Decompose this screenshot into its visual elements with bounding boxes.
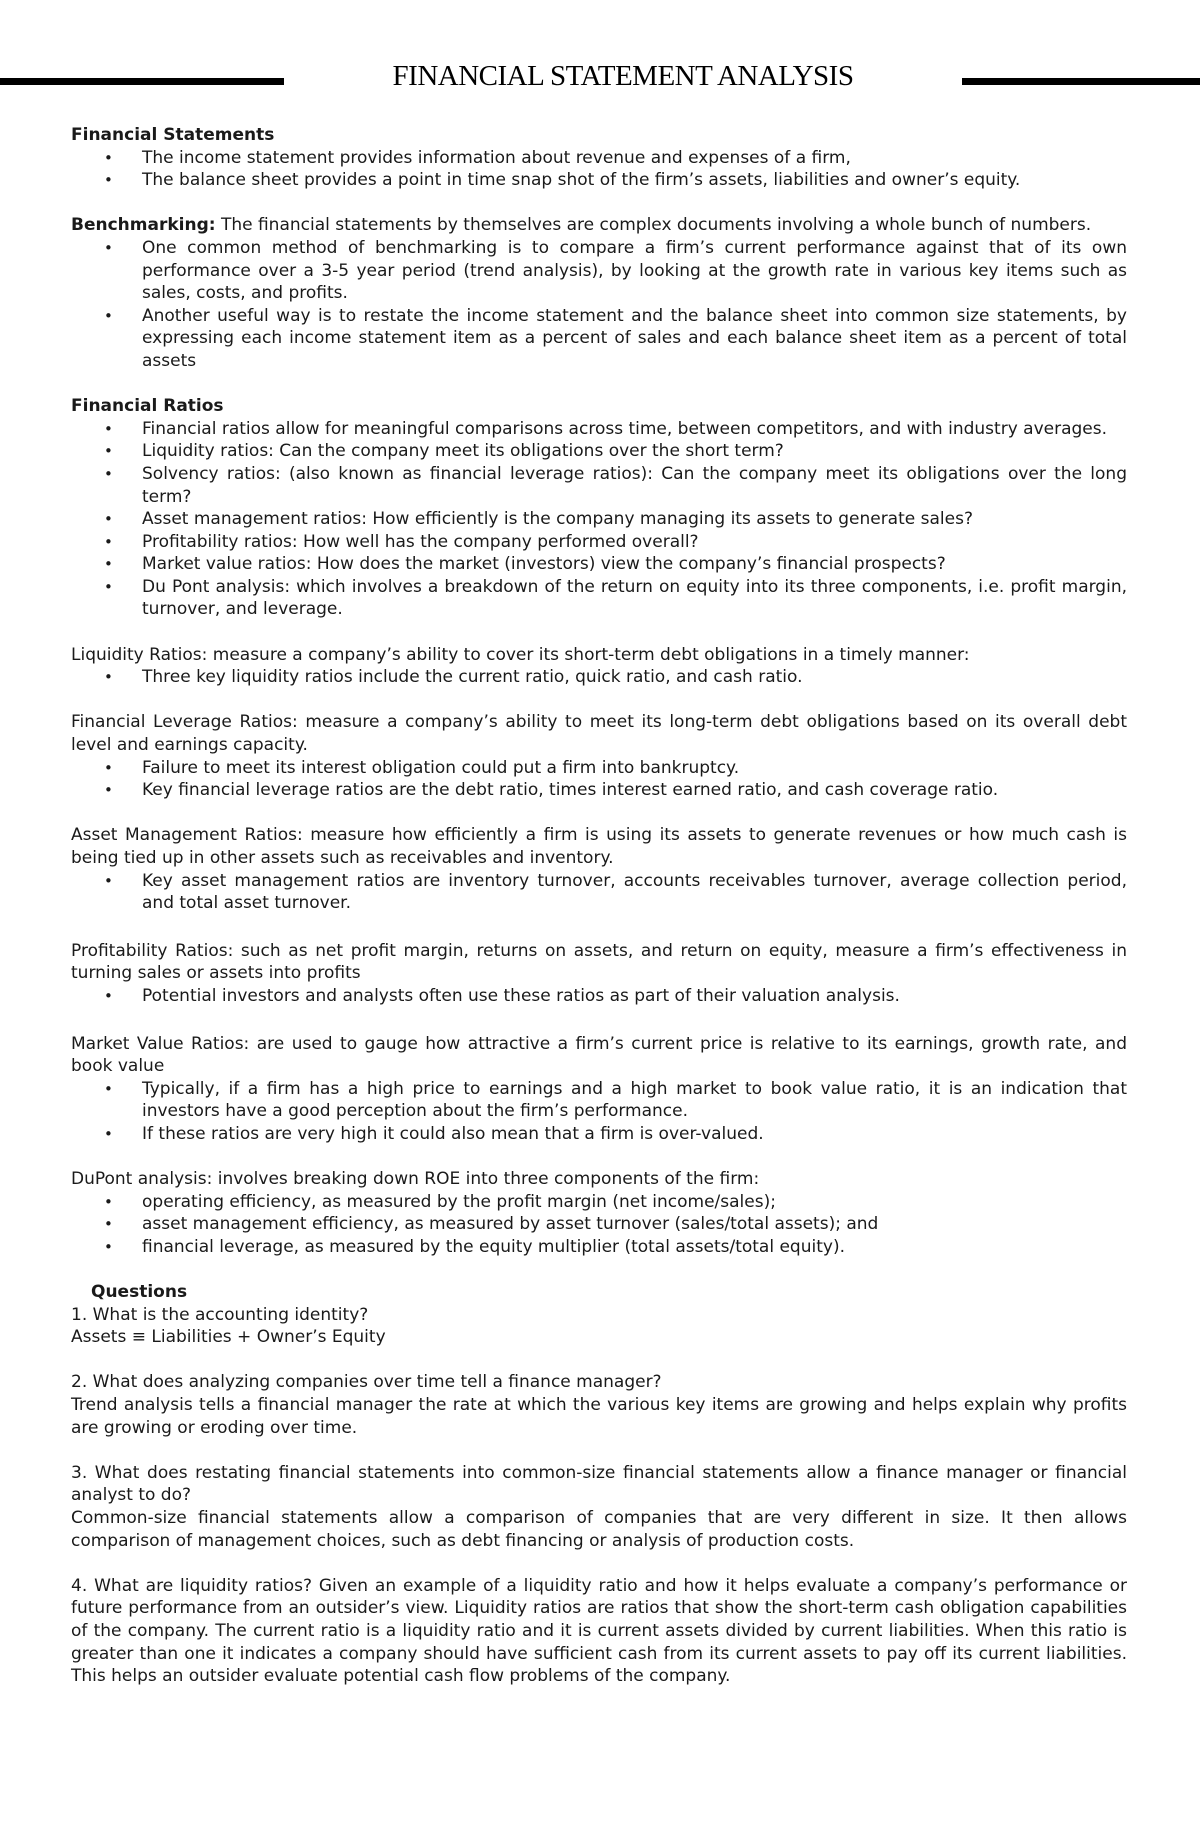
bullet-icon: •	[104, 510, 113, 529]
section-heading-benchmarking: Benchmarking:	[71, 215, 216, 236]
bullet-icon: •	[104, 419, 113, 438]
title-rule-left	[0, 78, 284, 85]
dupont-list	[71, 1191, 1127, 1259]
bullet-icon: •	[104, 238, 113, 257]
questions-heading: Questions	[91, 1282, 188, 1303]
bullet-icon: •	[104, 758, 113, 777]
list-item: • The balance sheet provides a point in time snap shot of the firm’s assets, liabilities and owner’s equity.	[104, 170, 1021, 191]
leverage-list	[71, 757, 1127, 802]
page-title: FINANCIAL STATEMENT ANALYSIS	[392, 60, 854, 92]
list-item: • financial leverage, as measured by the equity multiplier (total assets/total equity).	[104, 1236, 845, 1257]
section-heading-financial-ratios: Financial Ratios	[71, 396, 224, 417]
leverage-paragraph: Financial Leverage Ratios: measure a company’s ability to meet its long-term debt obligations based on its overall debt level and earnings capacity.	[71, 712, 1127, 756]
liquidity-paragraph: Liquidity Ratios: measure a company’s ability to cover its short-term debt obligations in a timely manner:	[71, 644, 970, 665]
list-item: • One common method of benchmarking is to compare a firm’s current performance against that of its own performance over a 3-5 year period (trend analysis), by looking at the growth rate in various key items such as sales, costs, and profits.	[104, 237, 1127, 304]
document-body	[71, 124, 1127, 1688]
bullet-icon: •	[104, 1215, 113, 1234]
bullet-icon: •	[104, 781, 113, 800]
list-item: • Key asset management ratios are inventory turnover, accounts receivables turnover, average collection period, and total asset turnover.	[104, 870, 1127, 914]
list-item: • Asset management ratios: How efficiently is the company managing its assets to generate sales?	[104, 509, 973, 530]
financial-statements-list	[71, 147, 1127, 192]
list-item: • Market value ratios: How does the market (investors) view the company’s financial prospects?	[104, 554, 946, 575]
bullet-icon: •	[104, 148, 113, 167]
bullet-icon: •	[104, 306, 113, 325]
answer-2: Trend analysis tells a financial manager the rate at which the various key items are growing and helps explain why profits are growing or eroding over time.	[71, 1395, 1127, 1438]
list-item: • Three key liquidity ratios include the current ratio, quick ratio, and cash ratio.	[104, 667, 803, 688]
section-heading-financial-statements: Financial Statements	[71, 125, 275, 145]
bullet-icon: •	[104, 668, 113, 687]
list-item: • Failure to meet its interest obligation could put a firm into bankruptcy.	[104, 757, 740, 778]
bullet-icon: •	[104, 464, 113, 483]
question-2: 2. What does analyzing companies over time tell a finance manager?	[71, 1372, 662, 1393]
benchmarking-list	[71, 237, 1127, 373]
question-4: 4. What are liquidity ratios? Given an example of a liquidity ratio and how it helps evaluate a company’s performance or future performance from an outsider’s view. Liquidity ratios are ratios that show the short-term cash obligation capabilities of the company. The current ratio is a liquidity ratio and it is current assets divided by current liabilities. When this ratio is greater than one it indicates a company should have sufficient cash from its current assets to pay off its current liabilities. This helps an outsider evaluate potential cash flow problems of the company.	[71, 1575, 1127, 1687]
profitability-list	[71, 985, 1127, 1008]
dupont-paragraph: DuPont analysis: involves breaking down ROE into three components of the firm:	[71, 1169, 760, 1190]
list-item: • Key financial leverage ratios are the debt ratio, times interest earned ratio, and cash coverage ratio.	[104, 780, 999, 801]
bullet-icon: •	[104, 1192, 113, 1211]
answer-3: Common-size financial statements allow a comparison of companies that are very different in size. It then allows comparison of management choices, such as debt financing or analysis of production costs.	[71, 1508, 1127, 1551]
list-item: • Liquidity ratios: Can the company meet its obligations over the short term?	[104, 441, 784, 462]
asset-management-list	[71, 870, 1127, 915]
list-item: • Another useful way is to restate the income statement and the balance sheet into common size statements, by expressing each income statement item as a percent of sales and each balance sheet item as a percent of total assets	[104, 305, 1127, 371]
bullet-icon: •	[104, 1124, 113, 1143]
list-item: • Solvency ratios: (also known as financial leverage ratios): Can the company meet its obligations over the long term?	[104, 463, 1127, 507]
liquidity-list	[71, 666, 1127, 689]
asset-management-paragraph: Asset Management Ratios: measure how efficiently a firm is using its assets to generate revenues or how much cash is being tied up in other assets such as receivables and inventory.	[71, 825, 1127, 868]
bullet-icon: •	[104, 871, 113, 890]
bullet-icon: •	[104, 986, 113, 1005]
list-item: • Financial ratios allow for meaningful comparisons across time, between competitors, and with industry averages.	[104, 418, 1108, 439]
list-item: • If these ratios are very high it could also mean that a firm is over-valued.	[104, 1123, 764, 1144]
list-item: • Profitability ratios: How well has the company performed overall?	[104, 531, 699, 552]
bullet-icon: •	[104, 171, 113, 190]
bullet-icon: •	[104, 577, 113, 596]
market-value-paragraph: Market Value Ratios: are used to gauge how attractive a firm’s current price is relative to its earnings, growth rate, and book value	[71, 1033, 1127, 1077]
list-item: • operating efficiency, as measured by the profit margin (net income/sales);	[104, 1191, 776, 1212]
market-value-list	[71, 1078, 1127, 1146]
list-item: • asset management efficiency, as measured by asset turnover (sales/total assets); and	[104, 1214, 879, 1235]
list-item: • Du Pont analysis: which involves a breakdown of the return on equity into its three components, i.e. profit margin, turnover, and leverage.	[104, 576, 1127, 620]
bullet-icon: •	[104, 442, 113, 461]
question-3: 3. What does restating financial statements into common-size financial statements allow a finance manager or financial analyst to do?	[71, 1462, 1127, 1506]
benchmarking-paragraph: Benchmarking: The financial statements by themselves are complex documents involving a whole bunch of numbers.	[71, 215, 1092, 236]
bullet-icon: •	[104, 532, 113, 551]
question-1: 1. What is the accounting identity?	[71, 1304, 369, 1325]
profitability-paragraph: Profitability Ratios: such as net profit margin, returns on assets, and return on equity, measure a firm’s effectiveness in turning sales or assets into profits	[71, 940, 1127, 984]
bullet-icon: •	[104, 1237, 113, 1256]
list-item: • The income statement provides information about revenue and expenses of a firm,	[104, 147, 851, 168]
financial-ratios-list	[71, 418, 1127, 621]
bullet-icon: •	[104, 555, 113, 574]
bullet-icon: •	[104, 1079, 113, 1098]
title-rule-right	[962, 78, 1200, 85]
list-item: • Typically, if a firm has a high price to earnings and a high market to book value ratio, it is an indication that investors have a good perception about the firm’s performance.	[104, 1078, 1127, 1122]
answer-1: Assets ≡ Liabilities + Owner’s Equity	[71, 1327, 386, 1348]
list-item: • Potential investors and analysts often use these ratios as part of their valuation analysis.	[104, 985, 900, 1006]
